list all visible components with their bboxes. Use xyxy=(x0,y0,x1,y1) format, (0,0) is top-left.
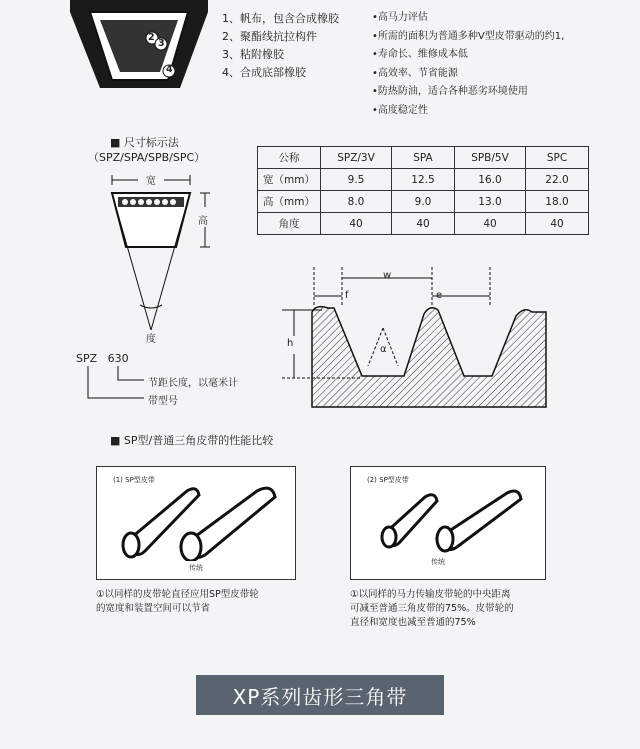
structure-list xyxy=(222,10,339,82)
dimension-title: ■ 尺寸标示法 xyxy=(110,136,179,149)
belt-cross-section xyxy=(60,0,210,95)
height-label: 高 xyxy=(198,216,208,227)
panel-2-tag: (2) SP型皮带 xyxy=(367,476,409,484)
belt-drive-illustration xyxy=(117,481,287,561)
groove-h-label: h xyxy=(287,338,294,349)
table-row: 角度 40 40 40 40 xyxy=(258,213,589,235)
dimension-subtitle: （SPZ/SPA/SPB/SPC） xyxy=(88,151,206,164)
feature-item: •高效率、节省能源 xyxy=(372,67,458,79)
callout-3: 3 xyxy=(158,38,165,49)
table-header-row: 公称 SPZ/3V SPA SPB/5V SPC xyxy=(258,147,589,169)
feature-item: •防热防油，适合各种恶劣环境使用 xyxy=(372,86,528,97)
structure-item-3: 3、粘附橡胶 xyxy=(222,48,284,61)
spec-table xyxy=(257,146,589,235)
panel-2-caption: ①以同样的马力传输皮带轮的中央距离 可减至普通三角皮带的75%。皮带轮的 直径和宽度也减至普通的75% xyxy=(350,589,514,628)
angle-label: 度 xyxy=(146,334,156,345)
series-title-banner: XP系列齿形三角带 xyxy=(196,675,444,715)
pitch-length-label: 节距长度，以毫米计 xyxy=(148,378,238,389)
panel-1-caption: ①以同样的皮带轮直径应用SP型皮带轮 的宽度和装置空间可以节省 xyxy=(96,589,259,614)
groove-e-label: e xyxy=(436,290,443,301)
comparison-title: ■ SP型/普通三角皮带的性能比较 xyxy=(110,434,274,447)
feature-item: •所需的面积为普通多种V型皮带驱动的约1, xyxy=(372,30,565,42)
feature-item: •高马力评估 xyxy=(372,12,428,23)
groove-w-label: w xyxy=(383,270,392,281)
comparison-panel-2 xyxy=(350,466,546,580)
comparison-panel-1 xyxy=(96,466,296,580)
panel-1-sub: 传统 xyxy=(189,564,203,572)
panel-2-sub: 传统 xyxy=(431,558,445,566)
feature-list xyxy=(372,9,564,120)
belt-type-label: 带型号 xyxy=(148,396,178,407)
structure-item-1: 1、帆布，包含合成橡胶 xyxy=(222,12,339,25)
callout-2: 2 xyxy=(148,32,155,43)
table-row: 宽（mm） 9.5 12.5 16.0 22.0 xyxy=(258,169,589,191)
groove-f-label: f xyxy=(345,290,349,301)
belt-drive-illustration xyxy=(377,485,537,555)
feature-item: •寿命长、维修成本低 xyxy=(372,49,468,60)
table-row: 高（mm） 8.0 9.0 13.0 18.0 xyxy=(258,191,589,213)
callout-4: 4 xyxy=(166,64,173,75)
structure-item-4: 4、合成底部橡胶 xyxy=(222,66,306,79)
structure-item-2: 2、聚酯线抗拉构件 xyxy=(222,30,317,43)
groove-profile-diagram xyxy=(262,262,552,410)
model-code: SPZ 630 xyxy=(76,352,129,365)
panel-1-tag: (1) SP型皮带 xyxy=(113,476,155,484)
vbelt-dimension-diagram xyxy=(100,165,230,345)
feature-item: •高度稳定性 xyxy=(372,104,428,116)
width-label: 宽 xyxy=(146,176,156,187)
groove-alpha-label: α xyxy=(380,344,387,355)
